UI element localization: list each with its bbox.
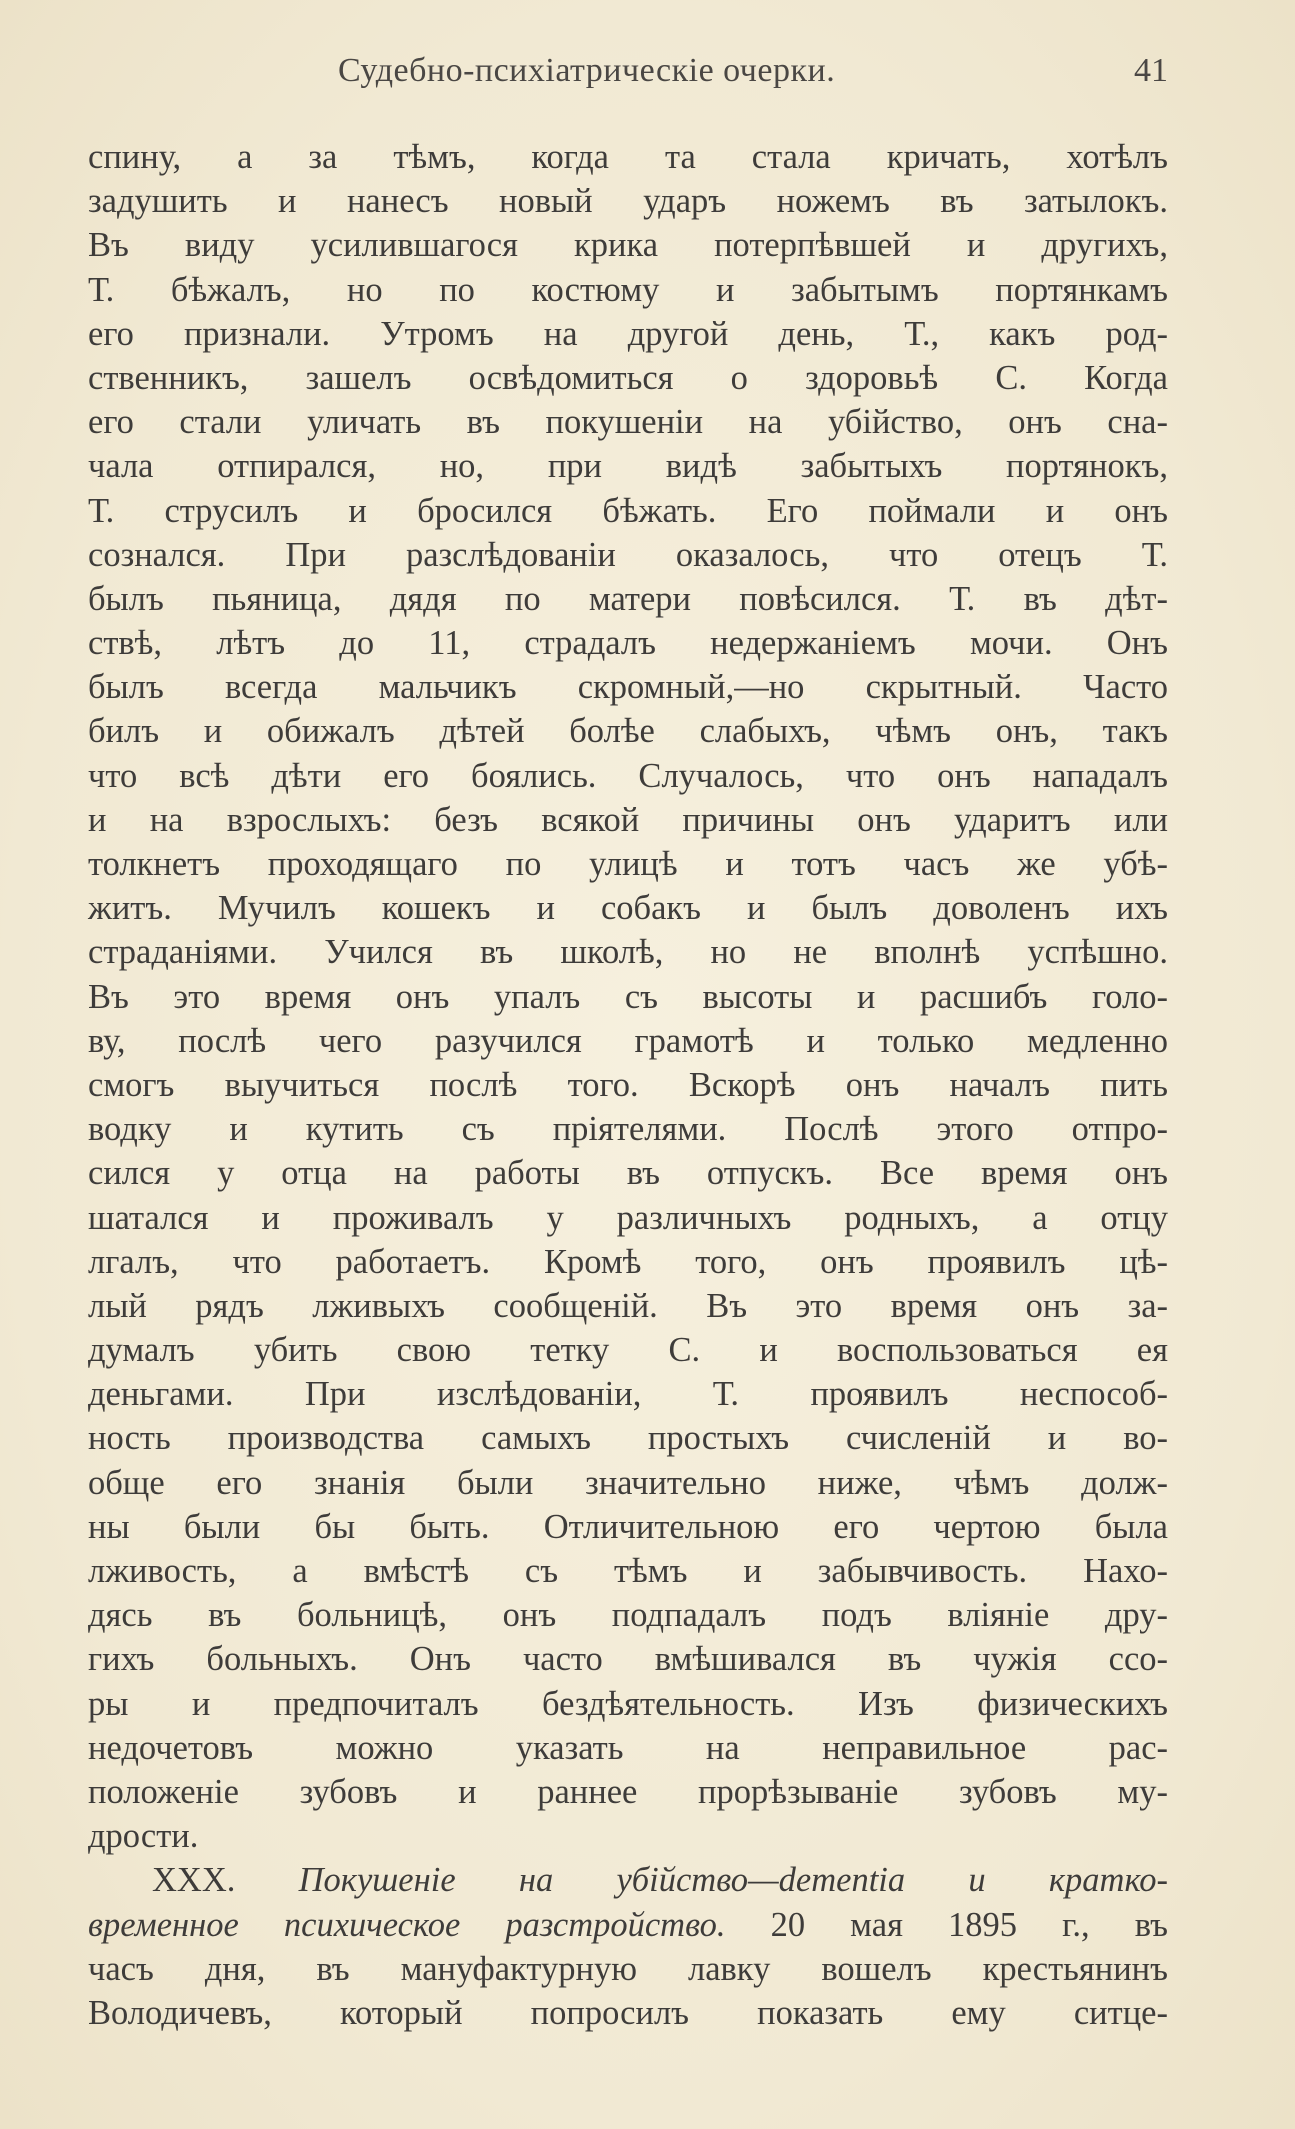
- text-line: билъ и обижалъ дѣтей болѣе слабыхъ, чѣмъ онъ, такъ: [88, 712, 1168, 751]
- text-line: лый рядъ лживыхъ сообщеній. Въ это время онъ за-: [88, 1286, 1168, 1325]
- text-line: недочетовъ можно указать на неправильное рас-: [88, 1728, 1168, 1767]
- text-line: житъ. Мучилъ кошекъ и собакъ и былъ доволенъ ихъ: [88, 889, 1168, 928]
- text-line: сился у отца на работы въ отпускъ. Все время онъ: [88, 1154, 1168, 1193]
- text-line: дясь въ больницѣ, онъ подпадалъ подъ вліяніе дру-: [88, 1596, 1168, 1635]
- running-head: [88, 52, 1168, 102]
- text-line: былъ всегда мальчикъ скромный,—но скрытный. Часто: [88, 668, 1168, 707]
- text-line: дрости.: [88, 1817, 199, 1856]
- section-numeral: XXX.: [152, 1861, 236, 1900]
- text-line: страданіями. Учился въ школѣ, но не вполнѣ успѣшно.: [88, 933, 1168, 972]
- section-title-part2: временное психическое разстройство.: [88, 1905, 726, 1944]
- text-line: Въ виду усилившагося крика потерпѣвшей и другихъ,: [88, 226, 1168, 265]
- running-title: Судебно-психіатрическіе очерки.: [338, 52, 836, 89]
- text-line: водку и кутить съ пріятелями. Послѣ этого отпро-: [88, 1110, 1168, 1149]
- page-number: 41: [1134, 52, 1168, 89]
- text-line: чала отпирался, но, при видѣ забытыхъ портянокъ,: [88, 447, 1168, 486]
- text-line: ственникъ, зашелъ освѣдомиться о здоровьѣ С. Когда: [88, 358, 1168, 397]
- text-line: и на взрослыхъ: безъ всякой причины онъ ударитъ или: [88, 800, 1168, 839]
- body-text: [88, 135, 1168, 2035]
- text-line: шатался и проживалъ у различныхъ родныхъ, а отцу: [88, 1198, 1168, 1237]
- text-line: ры и предпочиталъ бездѣятельность. Изъ физическихъ: [88, 1684, 1168, 1723]
- text-line: его признали. Утромъ на другой день, Т., какъ род-: [88, 314, 1168, 353]
- text-line: Володичевъ, который попросилъ показать ему ситце-: [88, 1993, 1168, 2032]
- text-line: задушить и нанесъ новый ударъ ножемъ въ затылокъ.: [88, 182, 1168, 221]
- text-line: Т. струсилъ и бросился бѣжать. Его поймали и онъ: [88, 491, 1168, 530]
- text-line: обще его знанія были значительно ниже, чѣмъ долж-: [88, 1463, 1168, 1502]
- text-line: спину, а за тѣмъ, когда та стала кричать, хотѣлъ: [88, 138, 1168, 176]
- section-date-text: 20 мая 1895 г., въ: [725, 1905, 1168, 1944]
- text-line: сознался. При разслѣдованіи оказалось, что отецъ Т.: [88, 535, 1168, 574]
- text-line: лживость, а вмѣстѣ съ тѣмъ и забывчивость. Нахо-: [88, 1552, 1168, 1590]
- text-line: Т. бѣжалъ, но по костюму и забытымъ портянкамъ: [88, 270, 1168, 309]
- text-line: его стали уличать въ покушеніи на убійство, онъ сна-: [88, 403, 1168, 442]
- text-line: ствѣ, лѣтъ до 11, страдалъ недержаніемъ мочи. Онъ: [88, 624, 1168, 663]
- text-line: думалъ убить свою тетку С. и воспользоваться ея: [88, 1331, 1168, 1370]
- text-line: часъ дня, въ мануфактурную лавку вошелъ крестьянинъ: [88, 1949, 1168, 1988]
- section-heading-line: [88, 1858, 1168, 1902]
- text-line: смогъ выучиться послѣ того. Вскорѣ онъ началъ пить: [88, 1065, 1168, 1104]
- text-line: гихъ больныхъ. Онъ часто вмѣшивался въ чужія ссо-: [88, 1640, 1168, 1679]
- text-line: что всѣ дѣти его боялись. Случалось, что онъ нападалъ: [88, 756, 1168, 795]
- text-line: ву, послѣ чего разучился грамотѣ и только медленно: [88, 1021, 1168, 1060]
- section-title-part1: Покушеніе на убійство—dementia и кратко-: [298, 1861, 1169, 1900]
- text-line: Въ это время онъ упалъ съ высоты и расшибъ голо-: [88, 977, 1168, 1016]
- text-line: положеніе зубовъ и раннее прорѣзываніе зубовъ му-: [88, 1772, 1168, 1811]
- text-line: лгалъ, что работаетъ. Кромѣ того, онъ проявилъ цѣ-: [88, 1242, 1168, 1281]
- text-line: толкнетъ проходящаго по улицѣ и тотъ часъ же убѣ-: [88, 845, 1168, 883]
- section-heading-line: [88, 1903, 1168, 1947]
- text-line: деньгами. При изслѣдованіи, Т. проявилъ неспособ-: [88, 1375, 1168, 1414]
- text-line: былъ пьяница, дядя по матери повѣсился. Т. въ дѣт-: [88, 579, 1168, 618]
- text-line: ны были бы быть. Отличительною его чертою была: [88, 1507, 1168, 1546]
- text-line: ность производства самыхъ простыхъ счисленій и во-: [88, 1419, 1168, 1458]
